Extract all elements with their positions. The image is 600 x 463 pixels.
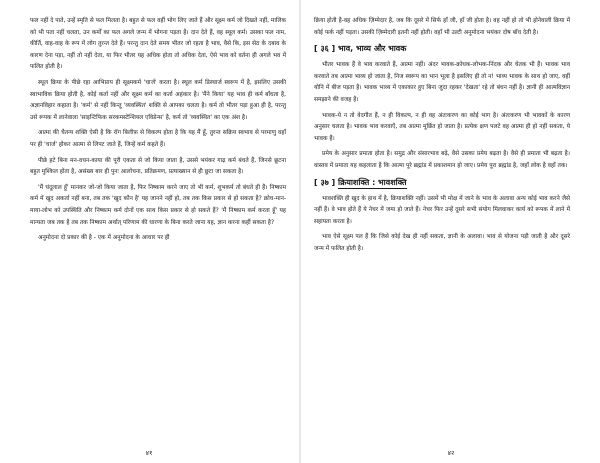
left-page (0, 0, 298, 463)
left-paragraph-2: स्थूल क्रिया के पीछे रहा आभिप्राय ही सूक्ष्मकर्म 'चार्ज' करता है। स्थूल कर्म डिस्चार्ज स्वरूप में है, इसलिए उसकी स्वाभाविक क्रिया होती है, कोई कर्ता नहीं और सूक्ष्म कर्म का कर्ता अहंकार है। 'मैंने किया' यह भाव ही कर्म बाँधता है, अज्ञानविहार कहाता है। 'कर्म' से नहीं किन्तु 'व्यवस्थित' शक्ति से आपका चलता है। कर्म तो भीतर पड़ा हुआ ही है, परन्तु उसे रूपक में लानेवाला 'साइन्टिफिक सरकमस्टेन्शियल एविडेन्स' है, कर्म तो 'व्यवस्थित' का एक अंश है। (30, 79, 286, 121)
section-37-heading (314, 177, 570, 189)
section-36-paragraph-2: भावक-ये न तो वेदगीत हैं, न ही विकल्प, न ही वह अंतःकरण का कोई भाग है। अंतःकरण भी भावकों के कारण अनुसार चलता है। भावक भाव करवाएँ, तब आत्मा मूर्छित हो जाता है। प्रत्येक क्षण पलटे वह आत्मा ही हो नहीं सकता, ये भावक हैं। (314, 112, 570, 142)
section-37-title: क्रियाशक्ति : भावशक्ति (338, 177, 407, 187)
left-paragraph-1: फल नहीं दे पाते, उन्हें स्मृति से फल मिलता है। बहुत से फल वहीं भोग लिए जाते हैं और सूक्ष्म कर्म जो दिखते नहीं, मालिक को भी पता नहीं चलता, उन कर्मों का फल अगले जन्म में भोगना पड़ता है। दान देते हैं, वह स्थूल कर्म। उसका फल नाम, कीर्ति, वाह-वाह के रूप में लोग तुरन्त देते हैं। परन्तु दान देते समय भीतर जो रहता है भाव, वैसे कि, इस सेठ के दबाव के कारण देना पड़ा, नहीं तो नहीं देता, या फिर भीतर यह अधिक होता तो अधिक देता, ऐसे भाव को वर्तना ही अगले भव में फलित होती है। (30, 18, 286, 71)
section-37-paragraph-2: भाव ऐसे सूक्ष्म पल हैं कि जिसे कोई देख ही नहीं सकता, ज्ञानी के अलावा। भाव से योजना पड़ी जाती है और दूसरे जन्म में फलित होती है। (314, 234, 570, 252)
section-36-heading (314, 43, 570, 55)
book-gutter (299, 0, 301, 463)
section-36-paragraph-3: प्रमेय के अनुसार प्रमाता होता है। समुद्र और संसारभाव बढ़े, वैसे उसका प्रमेय बढ़ता है। वैसे ही प्रमाता भी बढ़ता है। वास्तव में प्रमाता यह कहलाता है कि आत्मा पूरे ब्रह्मांड में प्रकाशमान हो जाए। प्रमेय पूरा ब्रह्मांड है, जहाँ लोक है वहाँ तक। (314, 151, 570, 169)
left-paragraph-6: अनुमोदना दो प्रकार की है - एक में अनुमोदना के आधार पर ही (38, 235, 170, 242)
right-intro-paragraph: क्रिया होती है-वह अधिक ज़िम्मेदार है, जब कि दूसरे में सिर्फ हाँ जी, हाँ जी होता है। वह नहीं हो तो भी होनेवाली क्रिया में कोई फर्क नहीं पड़ता। उसकी ज़िम्मेदारी इतनी नहीं होती। वहाँ भी उल्टी अनुमोदना भयंकर दोष बाँध देती है। (314, 18, 570, 36)
right-page (302, 0, 600, 463)
right-page-number: ४२ (447, 449, 455, 457)
left-paragraph-3: आत्मा की चैतन्य शक्ति ऐसी है कि रॉग बिलीफ़ से विकल्प होता है कि यह मैं हूँ, तुरन्त सक्रिय स्वभाव से परमाणु वहाँ पर ही 'चार्ज' होकर आत्मा से लिपट जाते हैं, जिन्हें कर्म कहते हैं। (30, 130, 286, 148)
section-36-number: [ ३६ ] (314, 44, 336, 54)
left-page-number: ४१ (145, 449, 153, 457)
section-36-paragraph-1: भीतर भावक हैं वे भाव करवाते हैं, आत्मा नहीं। अंदर भावक-क्रोधक-लोभक-निंदक और चेतक भी हैं। भावक भाव करवाते तब आत्मा भाव्य हो जाता है, निज स्वरूप का भान भूला है इसलिए ही तो न! भाव्य भावक के साथ हो जाए, वहीं योनि में बीज पड़ता है। भावक भाव्य में एकाकार हुए बिना जुदा रहकर 'देखता' रहे तो बंधन नहीं है। ज्ञानी ही आत्मविज्ञान समझाने की वजह है। (314, 62, 570, 103)
left-paragraph-5: 'मैं चंदूलाल हूँ' मानकर जो-जो किया जाता है, फिर निष्काम करने जाए तो भी कर्म, शुभकर्म तो बंधते ही हैं। निष्काम कर्म में खुद अकर्ता नहीं बना, तब तक 'खुद कौन है' यह जानने नहीं हो, तब तक किस प्रकार से हो सकता है? क्रोध-मान-माया-लोभ को उपस्थिति और निष्काम कर्म दोनों एक साथ किस प्रकार से हो सकते हैं? 'मैं निष्काम कर्म करता हूँ' यह मान्यता जब तक है तब तक निष्काम अर्थात् परिणाम की धारणा के बिना करते जाना यह, ज्ञान करना कहीं सकता है? (30, 184, 286, 226)
section-37-number: [ ३७ ] (314, 177, 336, 187)
section-36-title: भाव, भाव्य और भावक (338, 44, 407, 54)
left-paragraph-4: पीछे हटे बिना मन-वचन-काया की पूरी एकता से जो किया जाता है, उससे भयंकर गाढ़ कर्म बंधते हैं, जिनसे छूटना बहुत मुश्किल होता है, असंख्य बार ही पुनः आलोचना, प्रतिक्रमण, प्रत्याख्यान से ही छूटा जा सकता है। (30, 157, 286, 176)
section-37-paragraph-1: भावशक्ति ही खुद के हाथ में है, क्रियाशक्ति नहीं। उसमें भी मोक्ष में जाने के भाव के अलावा अन्य कोई भाव करने जैसे नहीं हैं। वे भाव होते हैं ये नेचर में जमा हो जाते हैं। नेचर फिर उन्हें दूसरे सभी संयोग मिलवाकर कार्य को रूपक में लाने में सहायता करता है। (314, 195, 570, 225)
